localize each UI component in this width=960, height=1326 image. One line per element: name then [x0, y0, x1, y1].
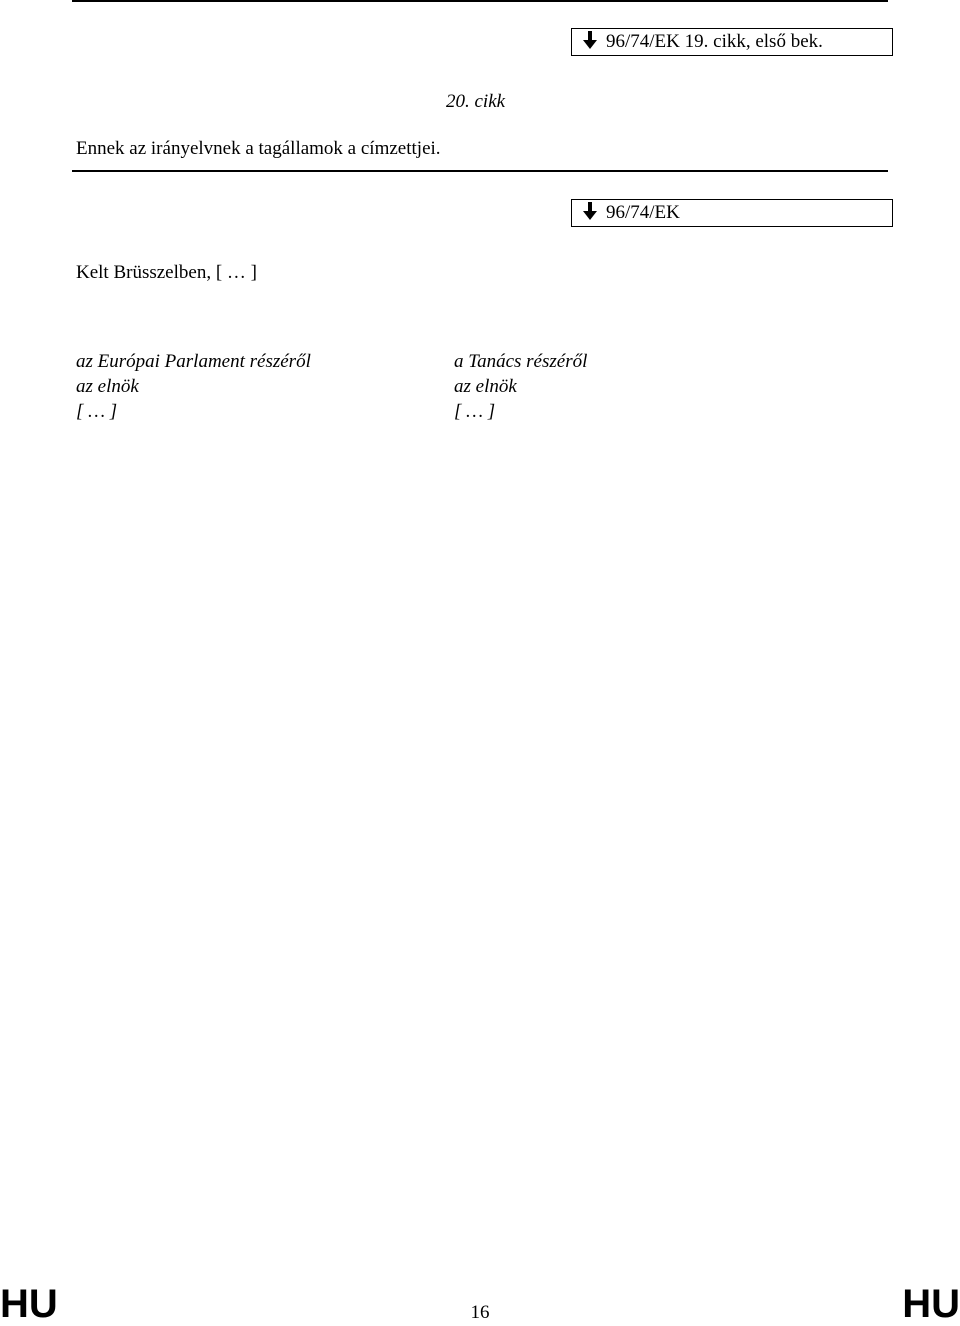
page-number: 16 [470, 1302, 490, 1323]
signature-line: a Tanács részéről [454, 351, 588, 372]
top-rule [72, 0, 888, 2]
reference-text: 96/74/EK 19. cikk, első bek. [606, 31, 823, 52]
place-date: Kelt Brüsszelben, [ … ] [76, 262, 257, 283]
signature-line: az elnök [454, 376, 517, 397]
signature-line: az Európai Parlament részéről [76, 351, 311, 372]
section-rule [72, 170, 888, 172]
reference-box-second [571, 199, 893, 227]
signature-parliament [76, 349, 311, 424]
signature-council [454, 349, 587, 424]
signature-line: az elnök [76, 376, 139, 397]
signature-line: [ … ] [76, 401, 118, 422]
article-body: Ennek az irányelvnek a tagállamok a címzettjei. [76, 138, 441, 159]
reference-text: 96/74/EK [606, 202, 680, 223]
language-code-left: HU [0, 1282, 58, 1326]
article-number: 20. cikk [446, 91, 506, 112]
down-arrow-icon [582, 201, 598, 221]
signature-line: [ … ] [454, 401, 496, 422]
language-code-right: HU [902, 1282, 960, 1326]
down-arrow-icon [582, 30, 598, 50]
reference-box-header [571, 28, 893, 56]
